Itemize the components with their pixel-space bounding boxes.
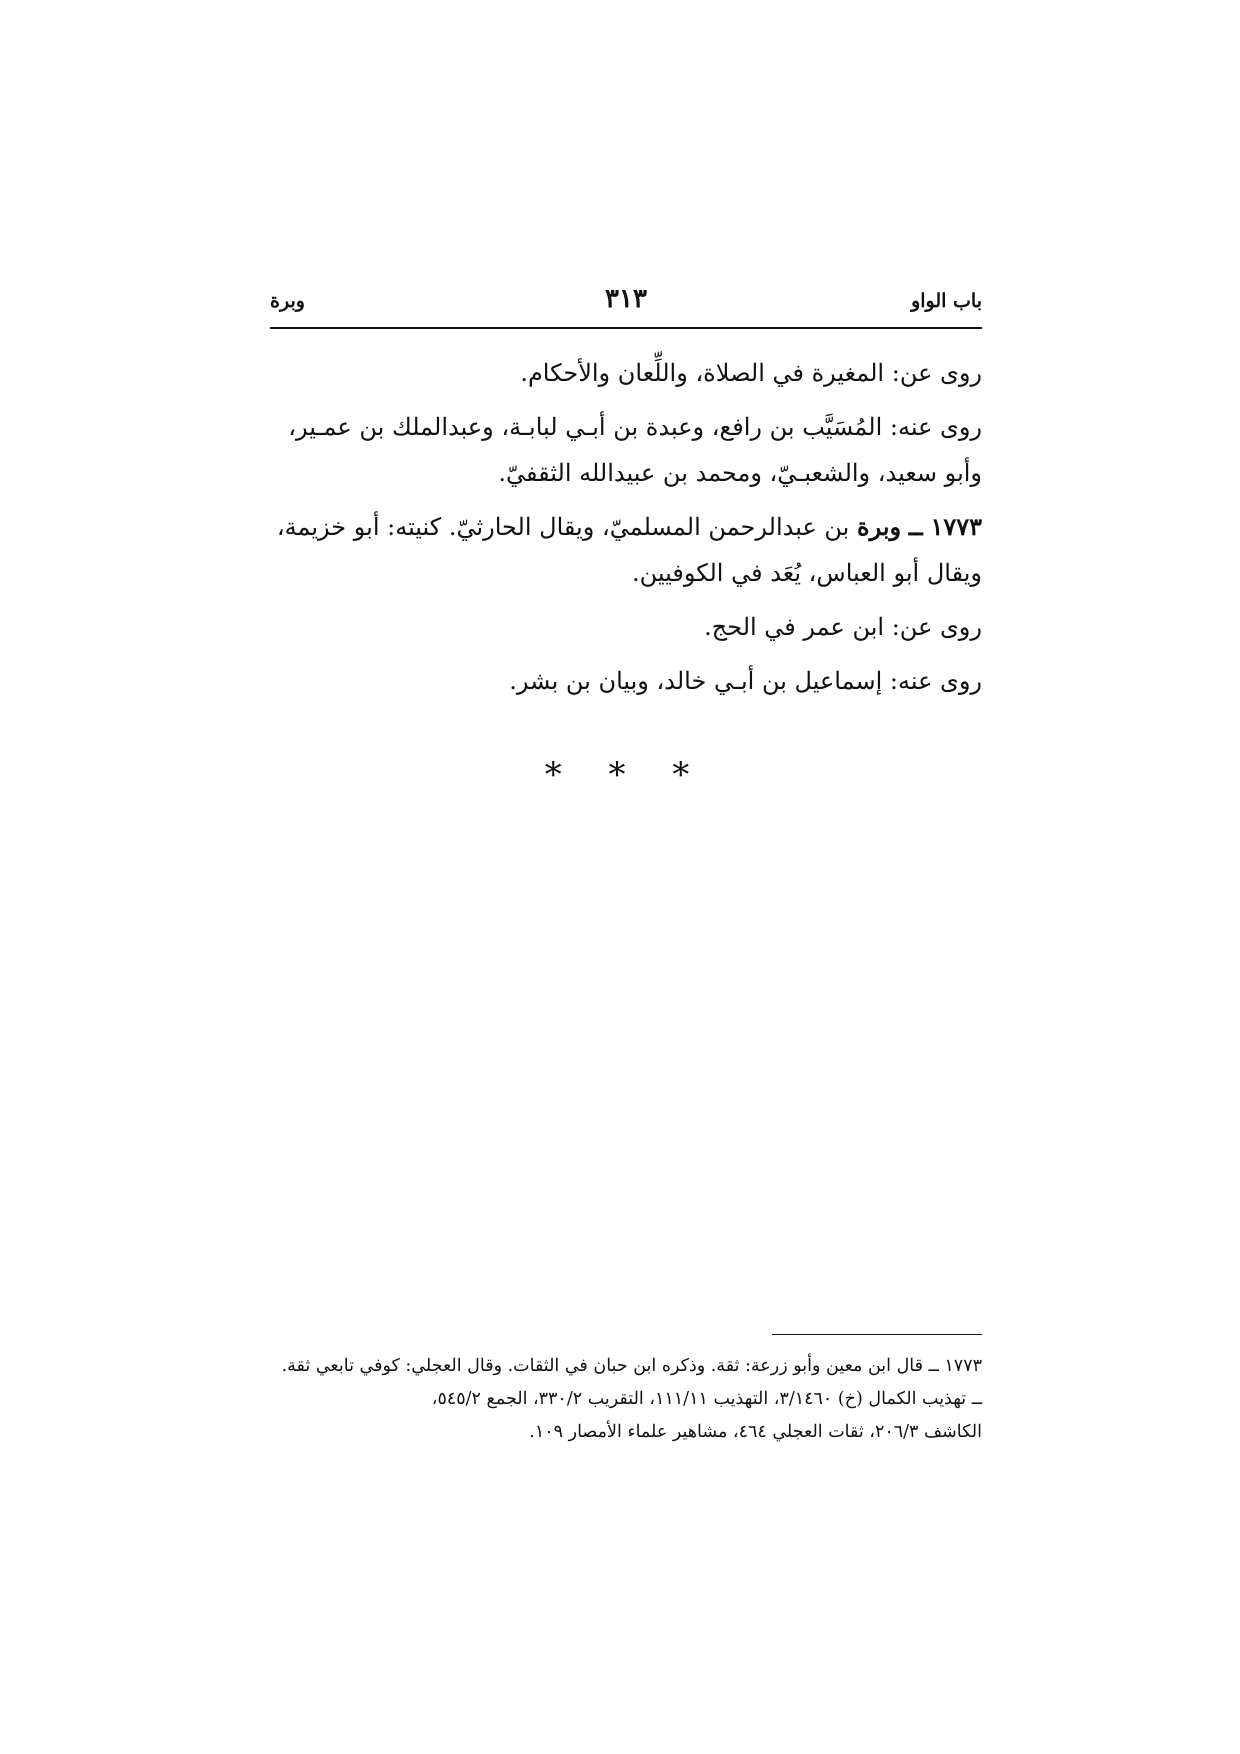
entry-number: ١٧٧٣ bbox=[930, 512, 982, 541]
header-rule bbox=[270, 327, 982, 329]
paragraph-text: روى عن: المغيرة في الصلاة، واللِّعان والأحكام. bbox=[520, 359, 982, 387]
footnote-line: ١٧٧٣ ــ قال ابن معين وأبو زرعة: ثقة. وذكره ابن حبان في الثقات. وقال العجلي: كوفي تابعي ثقة. bbox=[281, 1356, 982, 1376]
page-number: ٣١٣ bbox=[605, 284, 647, 314]
paragraph-line: روى عنه: المُسَيَّب بن رافع، وعبدة بن أبـي لبابـة، وعبدالملك بن عمـير، bbox=[288, 413, 982, 441]
narrators-paragraph-2 bbox=[270, 658, 982, 704]
narrated-from-paragraph bbox=[270, 350, 982, 396]
section-separator: * * * bbox=[544, 755, 708, 795]
entry-dash: ــ bbox=[908, 512, 923, 541]
narrated-from-paragraph-2 bbox=[270, 604, 982, 650]
paragraph-line: وأبو سعيد، والشعبـيّ، ومحمد بن عبيدالله الثقفيّ. bbox=[498, 459, 982, 487]
footnote-rule bbox=[772, 1334, 982, 1335]
paragraph-text: روى عنه: إسماعيل بن أبـي خالد، وبيان بن بشر. bbox=[509, 667, 982, 695]
chapter-title: باب الواو bbox=[911, 290, 982, 312]
footnotes bbox=[270, 1350, 982, 1449]
footnote-line: ــ تهذيب الكمال (خ) ٣/١٤٦٠، التهذيب ١١١/١١، التقريب ٣٣٠/٢، الجمع ٥٤٥/٢، bbox=[431, 1389, 982, 1409]
entry-text-line2: ويقال أبو العباس، يُعَد في الكوفيين. bbox=[631, 559, 982, 587]
entry-name: وبرة bbox=[857, 512, 902, 541]
running-head-entry: وبرة bbox=[270, 290, 305, 312]
biography-entry bbox=[270, 504, 982, 596]
paragraph-text: روى عن: ابن عمر في الحج. bbox=[704, 613, 982, 641]
entry-text: بن عبدالرحمن المسلميّ، ويقال الحارثيّ. كنيته: أبو خزيمة، bbox=[276, 513, 850, 541]
page-header bbox=[270, 284, 982, 328]
footnote-line: الكاشف ٢٠٦/٣، ثقات العجلي ٤٦٤، مشاهير علماء الأمصار ١٠٩. bbox=[529, 1422, 982, 1442]
main-text bbox=[270, 350, 982, 712]
narrators-paragraph bbox=[270, 404, 982, 496]
